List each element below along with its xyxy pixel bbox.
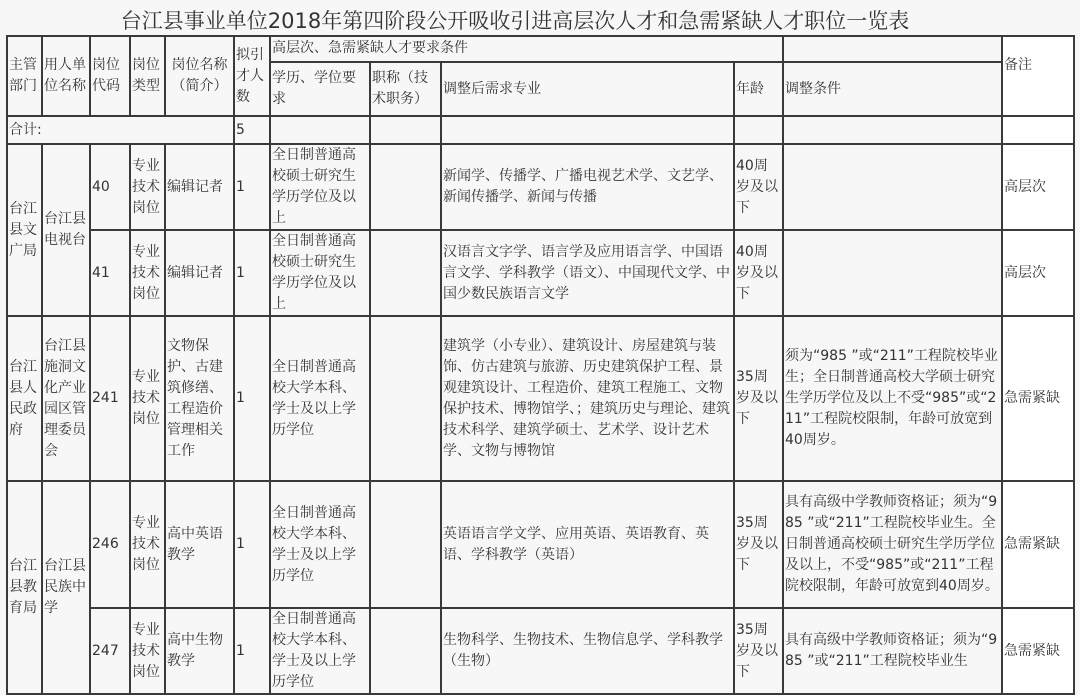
unit-cell: 台江县电视台 — [42, 144, 90, 316]
header-requirements-group: 高层次、急需紧缺人才要求条件 — [270, 36, 783, 62]
adjust-cell: 须为“985 ”或“211”工程院校毕业生；全日制普通高校大学硕士研究生学历学位及以上不受“985”或“211”工程院校限制，年龄可放宽到40周岁。 — [783, 316, 1002, 481]
count-cell: 1 — [234, 608, 270, 694]
table-row — [7, 230, 1074, 316]
total-count: 5 — [234, 116, 270, 144]
header-count: 拟引才人数 — [234, 36, 270, 116]
total-label: 合计: — [7, 116, 234, 144]
table-row — [7, 481, 1074, 608]
major-cell: 建筑学（小专业）、建筑设计、房屋建筑与装饰、仿古建筑与旅游、历史建筑保护工程、景观建筑设计、工程造价、建筑工程施工、文物保护技术、博物馆学、；建筑历史与理论、建筑技术科学、建筑学硕士、艺术学、设计艺术学、文物与博物馆 — [441, 316, 734, 481]
remark-cell: 高层次 — [1002, 230, 1074, 316]
adjust-cell: 具有高级中学教师资格证；须为“985 ”或“211”工程院校毕业生 — [783, 608, 1002, 694]
name-cell: 编辑记者 — [165, 230, 234, 316]
education-cell: 全日制普通高校大学本科、学士及以上学历学位 — [270, 481, 370, 608]
type-cell: 专业技术岗位 — [130, 144, 165, 230]
education-cell: 全日制普通高校大学本科、学士及以上学历学位 — [270, 316, 370, 481]
total-row — [7, 116, 1074, 144]
remark-cell: 急需紧缺 — [1002, 608, 1074, 694]
code-cell: 247 — [90, 608, 130, 694]
header-name: 岗位名称（简介） — [165, 36, 234, 116]
age-cell: 35周岁及以下 — [734, 481, 783, 608]
code-cell: 41 — [90, 230, 130, 316]
adjust-cell — [783, 144, 1002, 230]
table-row — [7, 316, 1074, 481]
major-cell: 新闻学、传播学、广播电视艺术学、文艺学、新闻传播学、新闻与传播 — [441, 144, 734, 230]
remark-cell: 急需紧缺 — [1002, 316, 1074, 481]
code-cell: 40 — [90, 144, 130, 230]
page-title: 台江县事业单位2018年第四阶段公开吸收引进高层次人才和急需紧缺人才职位一览表 — [120, 9, 910, 33]
education-cell: 全日制普通高校硕士研究生学历学位及以上 — [270, 144, 370, 230]
adjust-cell — [783, 230, 1002, 316]
major-cell: 英语语言学文学、应用英语、英语教育、英语、学科教学（英语） — [441, 481, 734, 608]
header-type: 岗位类型 — [130, 36, 165, 116]
title-rank-cell — [370, 608, 441, 694]
unit-cell: 台江县民族中学 — [42, 481, 90, 694]
title-rank-cell — [370, 230, 441, 316]
education-cell: 全日制普通高校硕士研究生学历学位及以上 — [270, 230, 370, 316]
table-row — [7, 144, 1074, 230]
header-major: 调整后需求专业 — [441, 62, 734, 116]
title-rank-cell — [370, 316, 441, 481]
count-cell: 1 — [234, 230, 270, 316]
dept-cell: 台江县人民政府 — [7, 316, 42, 481]
header-code: 岗位代码 — [90, 36, 130, 116]
age-cell: 40周岁及以下 — [734, 144, 783, 230]
count-cell: 1 — [234, 144, 270, 230]
dept-cell: 台江县教育局 — [7, 481, 42, 694]
header-row-1 — [7, 36, 1074, 62]
major-cell: 汉语言文字学、语言学及应用语言学、中国语言文学、学科教学（语文）、中国现代文学、中国少数民族语言文学 — [441, 230, 734, 316]
header-title-rank: 职称（技术职务） — [370, 62, 441, 116]
type-cell: 专业技术岗位 — [130, 608, 165, 694]
header-adjust-top — [783, 36, 1002, 62]
header-unit: 用人单位名称 — [42, 36, 90, 116]
major-cell: 生物科学、生物技术、生物信息学、学科教学（生物） — [441, 608, 734, 694]
header-education: 学历、学位要求 — [270, 62, 370, 116]
type-cell: 专业技术岗位 — [130, 481, 165, 608]
age-cell: 35周岁及以下 — [734, 608, 783, 694]
count-cell: 1 — [234, 316, 270, 481]
remark-cell: 高层次 — [1002, 144, 1074, 230]
name-cell: 编辑记者 — [165, 144, 234, 230]
dept-cell: 台江县文广局 — [7, 144, 42, 316]
education-cell: 全日制普通高校大学本科、学士及以上学历学位 — [270, 608, 370, 694]
title-rank-cell — [370, 144, 441, 230]
age-cell: 40周岁及以下 — [734, 230, 783, 316]
remark-cell: 急需紧缺 — [1002, 481, 1074, 608]
header-remark: 备注 — [1002, 36, 1074, 116]
name-cell: 高中英语教学 — [165, 481, 234, 608]
code-cell: 246 — [90, 481, 130, 608]
header-adjust: 调整条件 — [783, 62, 1002, 116]
type-cell: 专业技术岗位 — [130, 316, 165, 481]
positions-table — [6, 35, 1075, 695]
code-cell: 241 — [90, 316, 130, 481]
name-cell: 文物保护、古建筑修缮、工程造价管理相关工作 — [165, 316, 234, 481]
type-cell: 专业技术岗位 — [130, 230, 165, 316]
title-rank-cell — [370, 481, 441, 608]
unit-cell: 台江县施洞文化产业园区管理委员会 — [42, 316, 90, 481]
adjust-cell: 具有高级中学教师资格证；须为“985 ”或“211”工程院校毕业生。全日制普通高校硕士研究生学历学位及以上，不受“985”或“211”工程院校限制，年龄可放宽到40周岁。 — [783, 481, 1002, 608]
count-cell: 1 — [234, 481, 270, 608]
name-cell: 高中生物教学 — [165, 608, 234, 694]
table-row — [7, 608, 1074, 694]
header-age: 年龄 — [734, 62, 783, 116]
header-dept: 主管部门 — [7, 36, 42, 116]
age-cell: 35周岁及以下 — [734, 316, 783, 481]
